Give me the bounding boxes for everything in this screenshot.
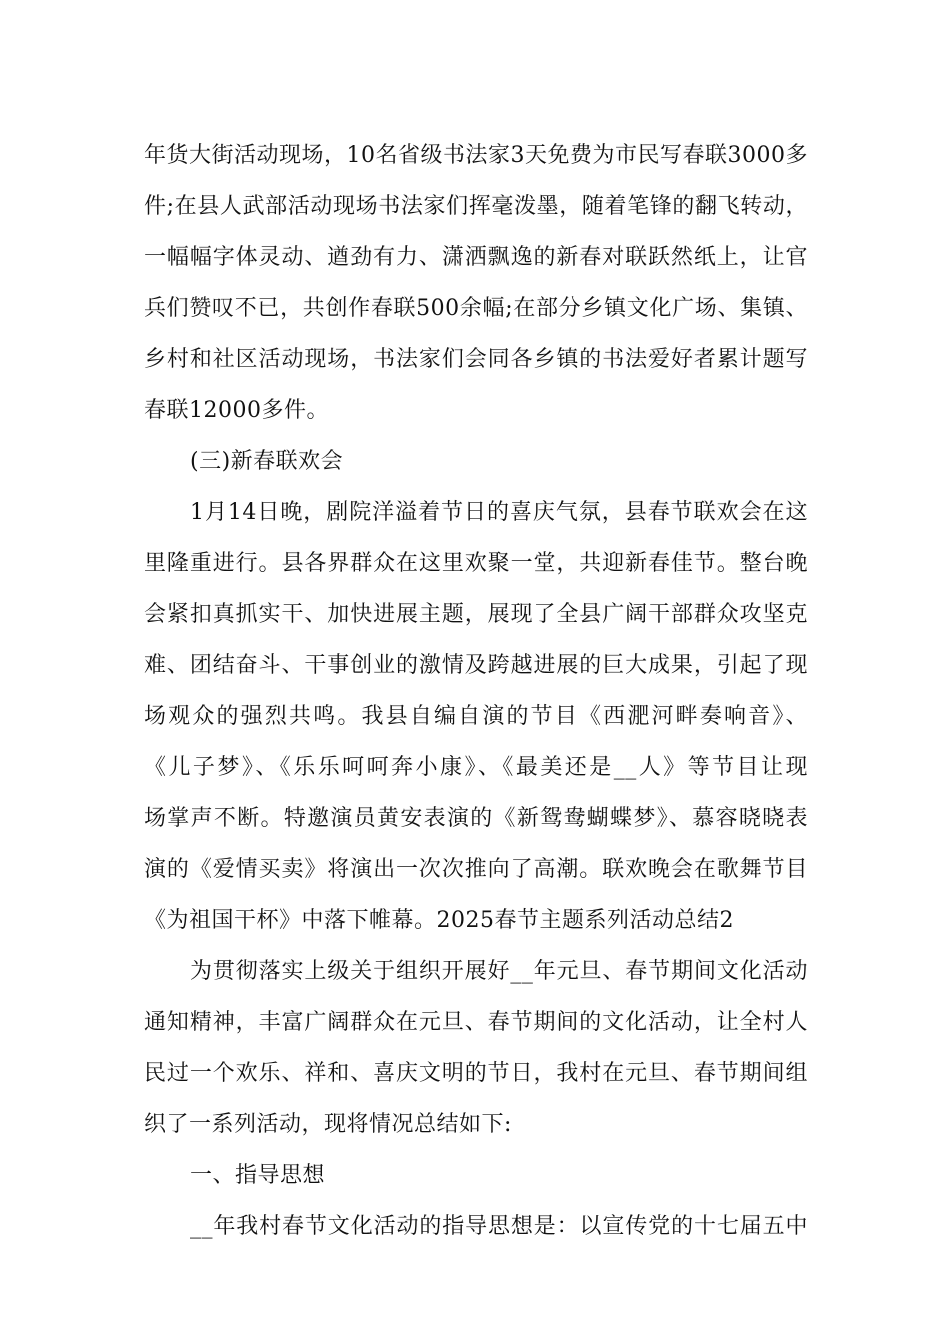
text-line-19: 民过一个欢乐、祥和、喜庆文明的节日，我村在元旦、春节期间组 xyxy=(144,1061,808,1086)
text-line-16: 《为祖国干杯》中落下帷幕。2025春节主题系列活动总结2 xyxy=(144,908,734,933)
text-line-20: 织了一系列活动，现将情况总结如下: xyxy=(144,1112,512,1137)
text-line-2: 件;在县人武部活动现场书法家们挥毫泼墨，随着笔锋的翻飞转动， xyxy=(144,194,808,219)
text-line-17: 为贯彻落实上级关于组织开展好__年元旦、春节期间文化活动 xyxy=(190,959,808,984)
section-heading-guiding-ideology: 一、指导思想 xyxy=(190,1163,326,1188)
text-line-22: __年我村春节文化活动的指导思想是：以宣传党的十七届五中 xyxy=(190,1214,808,1239)
text-line-15: 演的《爱情买卖》将演出一次次推向了高潮。联欢晚会在歌舞节目 xyxy=(144,857,808,882)
section-heading-new-year-gala: (三)新春联欢会 xyxy=(190,449,344,474)
text-line-11: 难、团结奋斗、干事创业的激情及跨越进展的巨大成果，引起了现 xyxy=(144,653,808,678)
text-line-18: 通知精神，丰富广阔群众在元旦、春节期间的文化活动，让全村人 xyxy=(144,1010,808,1035)
text-line-10: 会紧扣真抓实干、加快进展主题，展现了全县广阔干部群众攻坚克 xyxy=(144,602,808,627)
text-line-1: 年货大街活动现场，10名省级书法家3天免费为市民写春联3000多 xyxy=(144,143,808,168)
document-body xyxy=(144,130,808,1252)
text-line-4: 兵们赞叹不已，共创作春联500余幅;在部分乡镇文化广场、集镇、 xyxy=(144,296,808,321)
text-line-8: 1月14日晚，剧院洋溢着节日的喜庆气氛，县春节联欢会在这 xyxy=(190,500,808,525)
text-line-14: 场掌声不断。特邀演员黄安表演的《新鸳鸯蝴蝶梦》、慕容晓晓表 xyxy=(144,806,808,831)
text-line-13: 《儿子梦》、《乐乐呵呵奔小康》、《最美还是__人》等节目让现 xyxy=(144,755,808,780)
text-line-3: 一幅幅字体灵动、遒劲有力、潇洒飘逸的新春对联跃然纸上，让官 xyxy=(144,245,808,270)
text-line-9: 里隆重进行。县各界群众在这里欢聚一堂，共迎新春佳节。整台晚 xyxy=(144,551,808,576)
text-line-6: 春联12000多件。 xyxy=(144,398,329,423)
text-line-5: 乡村和社区活动现场，书法家们会同各乡镇的书法爱好者累计题写 xyxy=(144,347,808,372)
text-line-12: 场观众的强烈共鸣。我县自编自演的节目《西淝河畔奏响音》、 xyxy=(144,704,808,729)
